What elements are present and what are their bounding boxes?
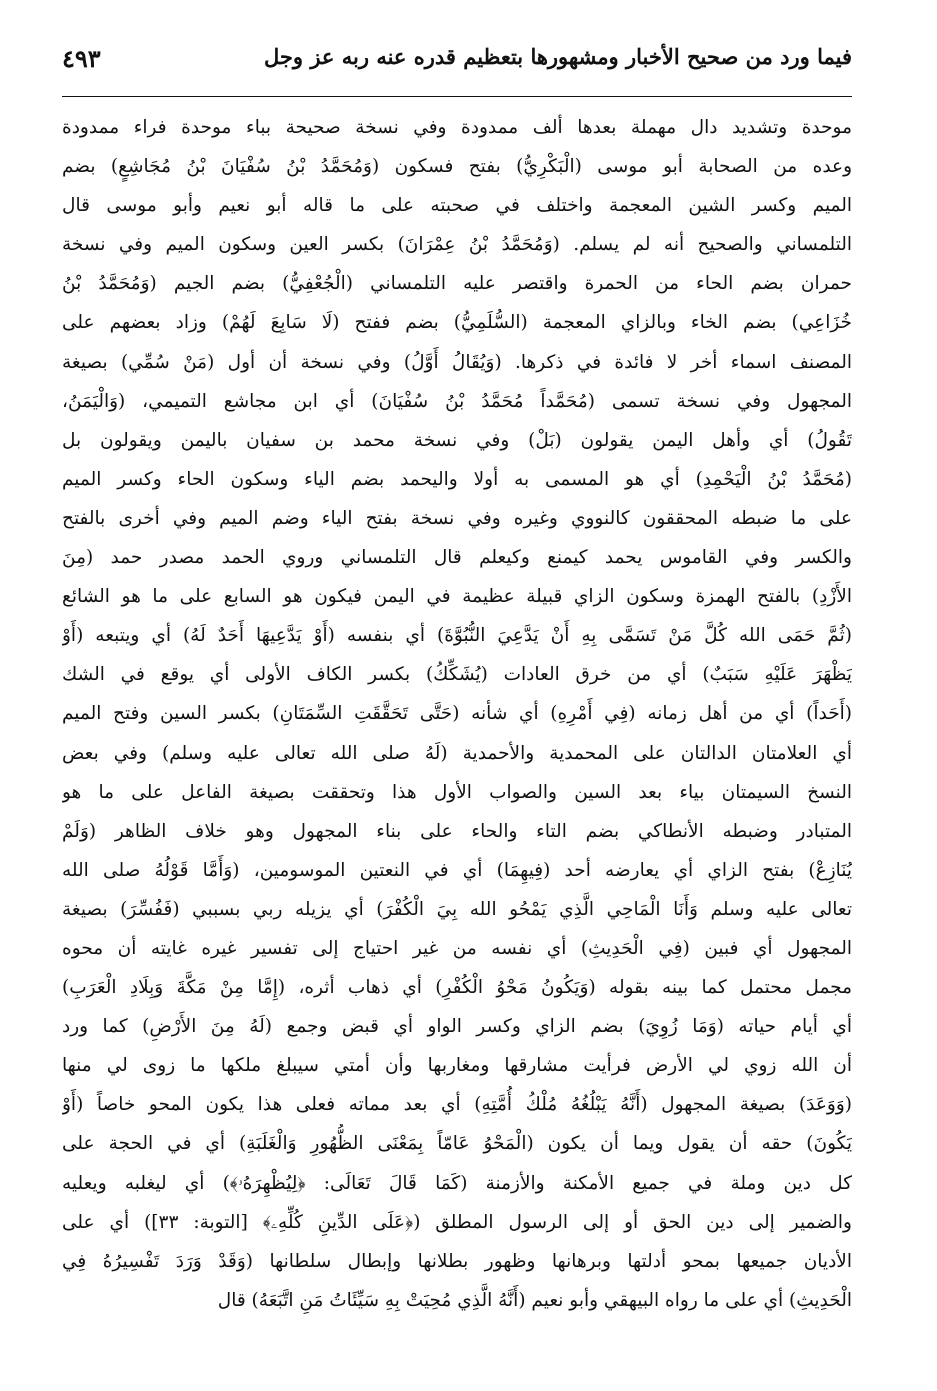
text-line: الْحَدِيثِ) أي على ما رواه البيهقي وأبو نعيم (أَنَّهُ الَّذِي مُحِيَتْ بِهِ سَيِّئَاتُ مَنِ اتَّبَعَهُ) قال (217, 1289, 852, 1311)
text-line: (وَوَعَدَ) بصيغة المجهول (أَنَّهُ يَبْلُغُهُ مُلْكُ أُمَّتِهِ) أي بعد مماته فعلى هذا يكون المحو خاصاً (أَوْ (62, 1094, 852, 1116)
text-line: الميم وكسر الشين المعجمة واختلف في صحبته على ما قاله أبو نعيم وأبو موسى قال (62, 195, 852, 217)
text-line: المجهول أي فبين (فِي الْحَدِيثِ) أي نفسه من غير احتياج إلى تفسير غيره غايته أن محوه (62, 937, 852, 959)
text-line: خُزَاعِي) بضم الخاء وبالزاي المعجمة (السُّلَمِيُّ) بضم ففتح (لَا سَابِعَ لَهُمْ) وزاد بعضهم على (62, 312, 852, 334)
text-line: يَظْهَرَ عَلَيْهِ سَبَبٌ) أي من خرق العادات (يُشَكِّكُ) بكسر الكاف الأولى أي يوقع في الشك (62, 664, 852, 686)
running-header (62, 38, 852, 90)
text-line: الأديان جميعها بمحو أدلتها وبرهانها وظهور بطلانها وإبطال سلطانها (وَقَدْ وَرَدَ تَفْسِيرُهُ فِي (62, 1250, 852, 1272)
text-line: مجمل محتمل كما بينه بقوله (وَيَكُونُ مَحْوُ الْكُفْرِ) أي ذهاب أثره، (إِمَّا مِنْ مَكَّةَ وَبِلَادِ الْعَرَبِ) (62, 977, 852, 999)
text-line: المتبادر وضبطه الأنطاكي بضم التاء والحاء على بناء المجهول وهو خلاف الظاهر (وَلَمْ (62, 820, 852, 842)
text-line: (مُحَمَّدُ بْنُ الْيَحْمِدِ) أي هو المسمى به أولا واليحمد بضم الياء وسكون الحاء وكسر الميم (62, 468, 852, 490)
text-line: والكسر وفي القاموس يحمد كيمنع وكيعلم قال التلمساني وروي الحمد مصدر حمد (مِنَ (62, 547, 852, 569)
text-line: (أَحَداً) أي من أهل زمانه (فِي أَمْرِهِ) أي شأنه (حَتَّى تَحَقَّقَتِ السِّمَتَانِ) بكسر السين وفتح الميم (62, 703, 852, 725)
text-line: المصنف اسماء أخر لا فائدة في ذكرها. (وَيُقَالُ أَوَّلُ) وفي نسخة أن أول (مَنْ سُمِّي) بصيغة (62, 351, 852, 373)
text-line: على ما ضبطه المحققون كالنووي وغيره وفي نسخة بفتح الياء وضم الميم وفي أخرى بالفتح (62, 507, 852, 529)
page-number: ٤٩٣ (62, 44, 101, 73)
text-line: أي أيام حياته (وَمَا زُوِيَ) بضم الزاي وكسر الواو أي قبض وجمع (لَهُ مِنَ الأَرْضِ) كما ورد (62, 1016, 852, 1038)
text-line: وعده من الصحابة أبو موسى (الْبَكْرِيُّ) بفتح فسكون (وَمُحَمَّدُ بْنُ سُفْيَانَ بْنُ مُجَاشِعٍ) بضم (62, 156, 852, 178)
text-line: النسخ السيمتان بياء بعد السين والصواب الأول هذا وتحققت بصيغة الفاعل على ما هو (62, 781, 852, 803)
text-line: تعالى عليه وسلم وَأَنَا الْمَاحِي الَّذِي يَمْحُو الله بِيَ الْكُفْرَ) أي يزيله ربي بسببي (فَفُسِّرَ) بصيغة (62, 898, 852, 920)
text-line: يُنَازِعْ) بفتح الزاي أي يعارضه أحد (فِيهِمَا) أي في النعتين الموسومين، (وَأَمَّا قَوْلُهُ صلى الله (62, 859, 852, 881)
text-line: موحدة وتشديد دال مهملة بعدها ألف ممدودة وفي نسخة صحيحة بباء موحدة فراء ممدودة (62, 117, 852, 138)
text-line: الأَزْدِ) بالفتح الهمزة وسكون الزاي قبيلة عظيمة في اليمن فيكون هو السابع على ما هو الشائع (62, 586, 852, 608)
header-divider (62, 96, 852, 97)
body-text (62, 108, 852, 1320)
text-line: كل دين وملة في جميع الأمكنة والأزمنة (كَمَا قَالَ تَعَالَى: ﴿لِيُظْهِرَهُۥ﴾) أي ليغلبه ويعليه (62, 1172, 852, 1194)
text-line: أن الله زوي لي الأرض فرأيت مشارقها ومغاربها وأن أمتي سيبلغ ملكها ما زوى لي منها (62, 1055, 852, 1077)
text-line: المجهول وفي نسخة تسمى (مُحَمَّداً مُحَمَّدُ بْنُ سُفْيَانَ) أي ابن مجاشع التميمي، (وَالْيَمَنُ، (62, 390, 852, 412)
text-line: أي العلامتان الدالتان على المحمدية والأحمدية (لَهُ صلى الله تعالى عليه وسلم) وفي بعض (62, 742, 852, 764)
text-line: حمران بضم الحاء من الحمرة واقتصر عليه التلمساني (الْجُعْفِيُّ) بضم الجيم (وَمُحَمَّدُ بْنُ (62, 273, 852, 295)
text-line: (ثُمَّ حَمَى الله كُلَّ مَنْ تَسَمَّى بِهِ أَنْ يَدَّعِيَ النُّبُوَّةَ) أي بنفسه (أَوْ يَدَّعِيهَا أَحَدٌ لَهُ) أي ويتبعه (أَوْ (62, 625, 852, 647)
header-title: فيما ورد من صحيح الأخبار ومشهورها بتعظيم قدره عنه ربه عز وجل (264, 44, 852, 69)
text-line: والضمير إلى دين الحق أو إلى الرسول المطلق (﴿عَلَى الدِّينِ كُلِّهِۦ﴾ [التوبة: ٣٣]) أي على (62, 1211, 852, 1233)
text-line: التلمساني والصحيح أنه لم يسلم. (وَمُحَمَّدُ بْنُ عِمْرَانَ) بكسر العين وسكون الميم وفي نسخة (62, 234, 852, 256)
text-line: تَقُولُ) أي وأهل اليمن يقولون (بَلْ) وفي نسخة محمد بن سفيان باليمن ويقولون بل (62, 429, 852, 451)
text-line: يَكُونَ) حقه أن يقول ويما أن يكون (الْمَحْوُ عَامّاً بِمَعْنَى الظُّهُورِ وَالْغَلَبَةِ) أي في الحجة على (62, 1133, 852, 1155)
